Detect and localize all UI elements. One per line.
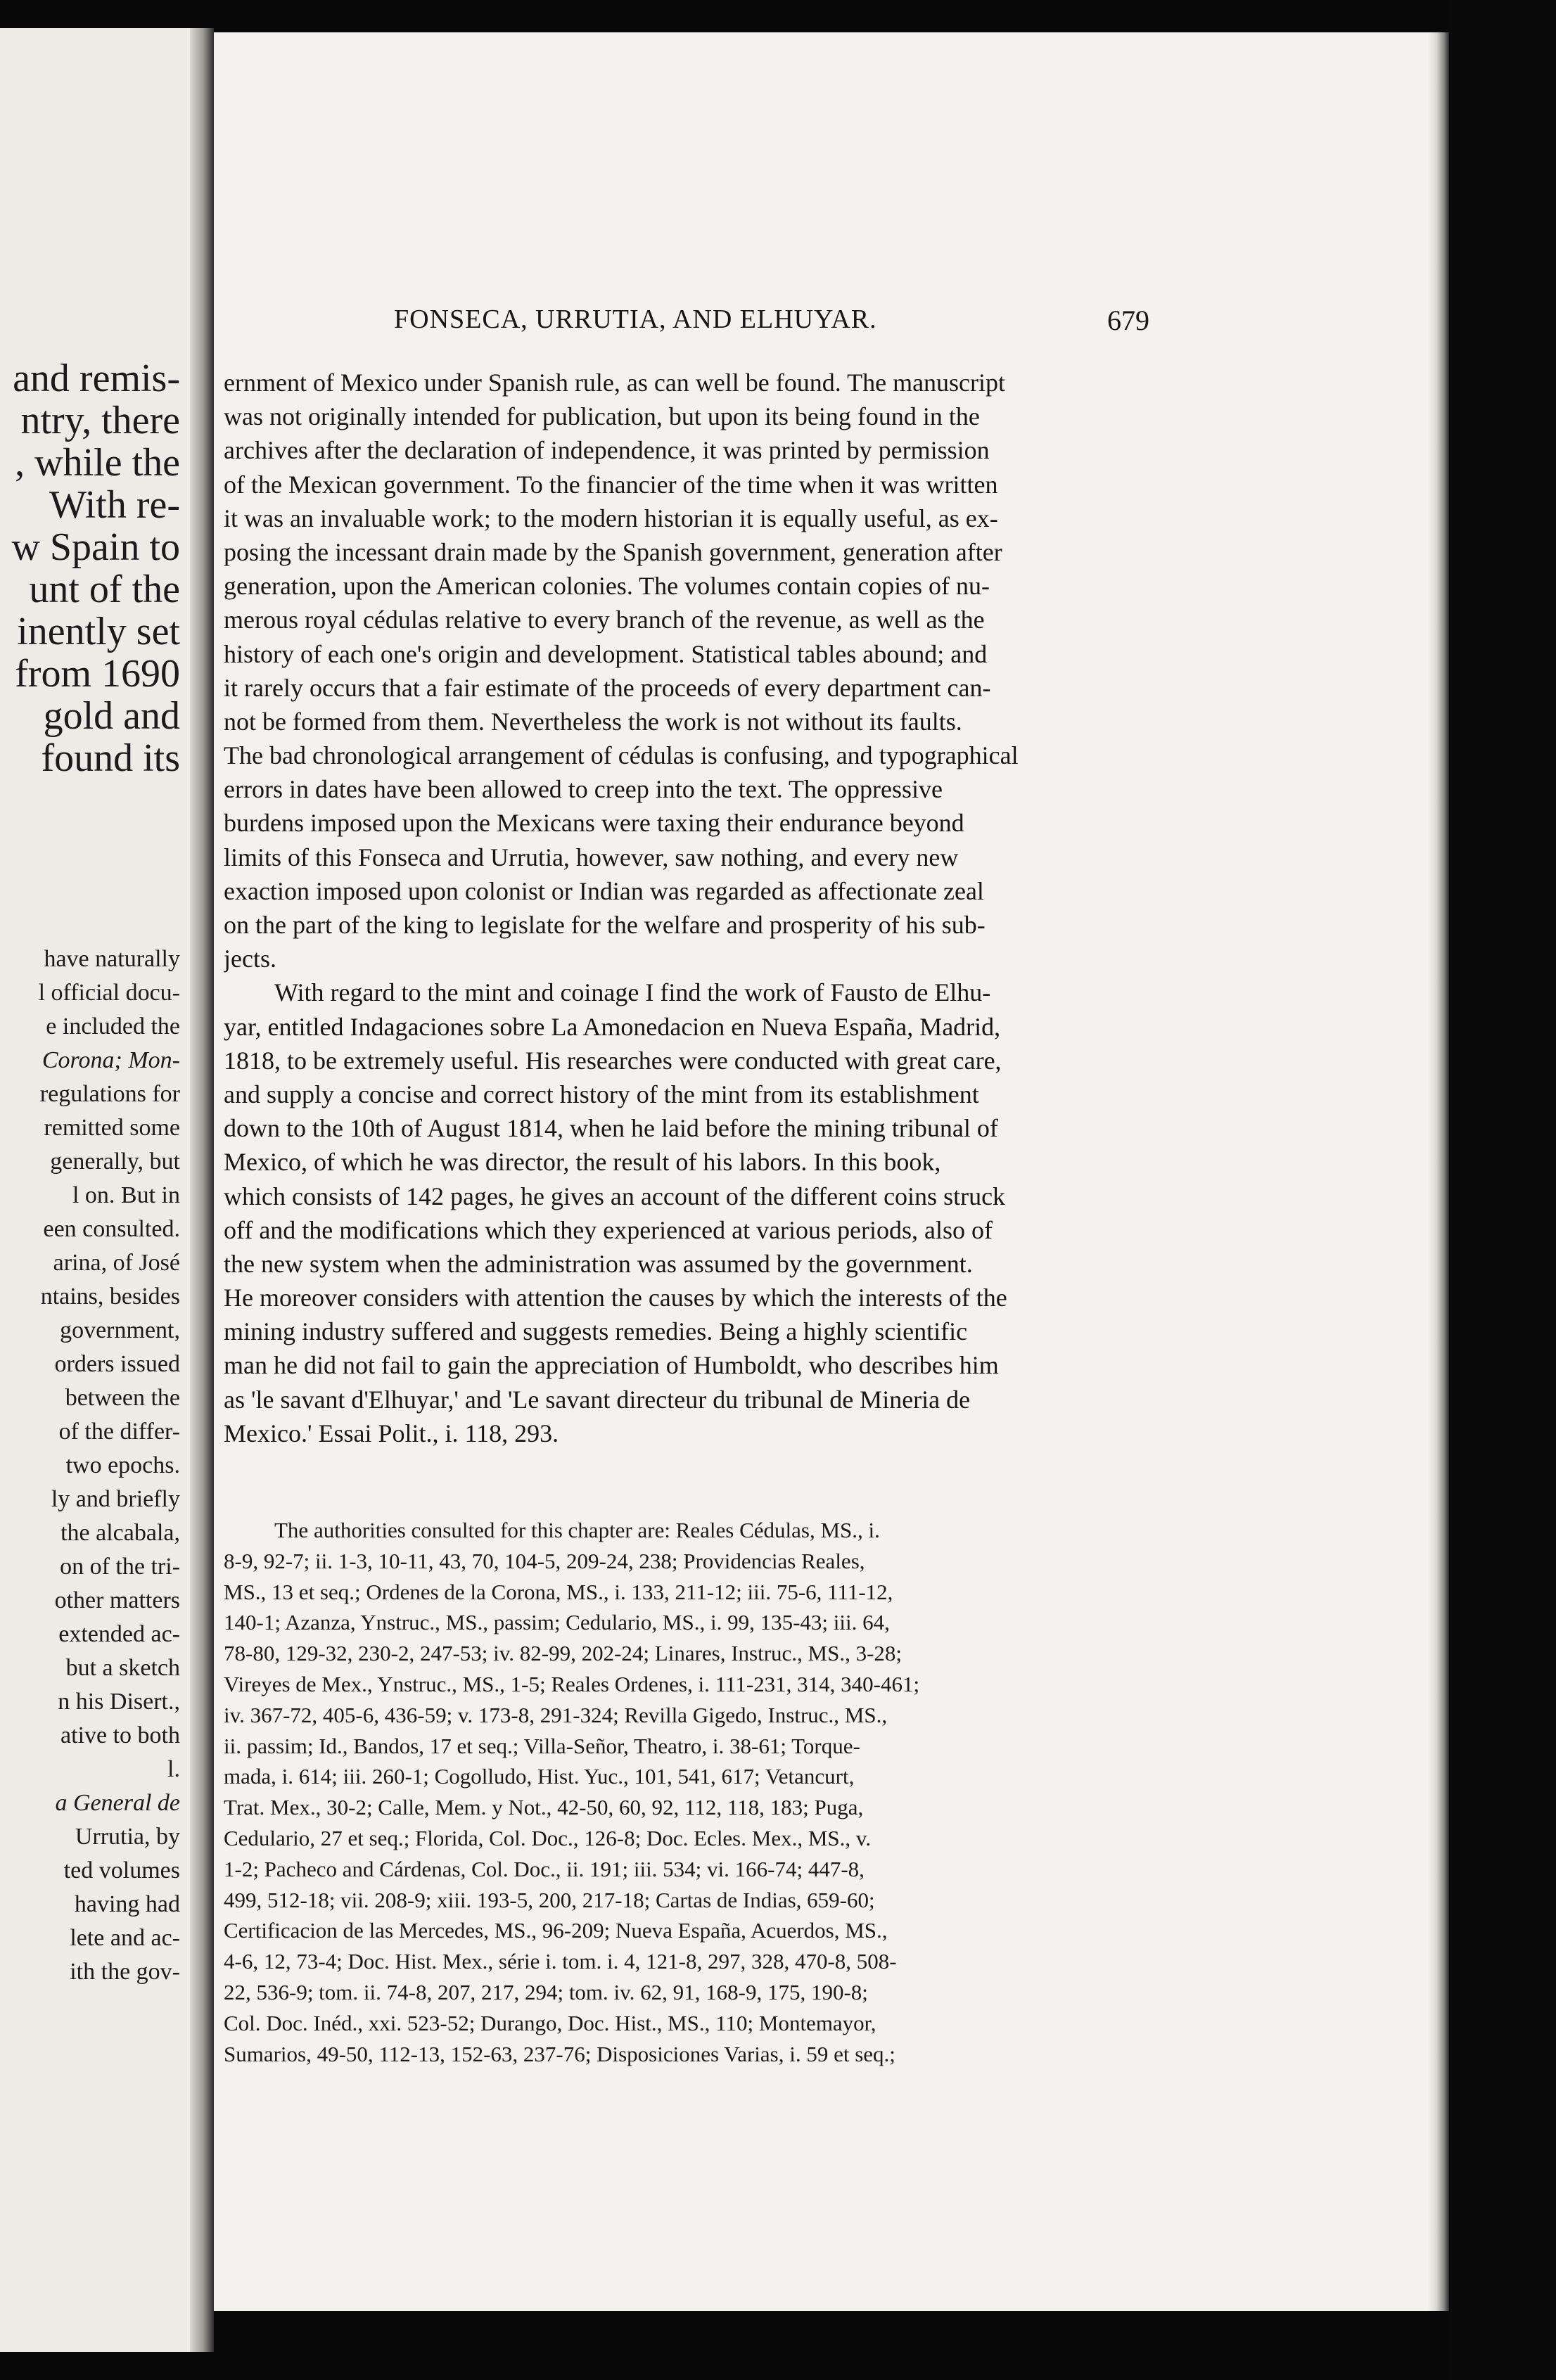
facing-page-line: arina, of José xyxy=(53,1250,180,1276)
text-line: exaction imposed upon colonist or Indian was regarded as affectionate zeal xyxy=(224,876,984,905)
text-line: and supply a concise and correct history of the mint from its establishment xyxy=(224,1080,979,1108)
text-line: posing the incessant drain made by the Spanish government, generation after xyxy=(224,537,1002,566)
facing-page-line: gold and xyxy=(43,694,180,738)
footnote-line: 8-9, 92-7; ii. 1-3, 10-11, 43, 70, 104-5, 209-24, 238; Providencias Reales, xyxy=(224,1548,865,1573)
facing-page-line: lete and ac- xyxy=(70,1925,180,1951)
text-line: errors in dates have been allowed to creep into the text. The oppressive xyxy=(224,775,943,804)
facing-page-line: Urrutia, by xyxy=(75,1824,180,1850)
text-line: 1818, to be extremely useful. His researches were conducted with great care, xyxy=(224,1046,1002,1075)
facing-page-line: from 1690 xyxy=(15,652,180,696)
text-line: Mexico, of which he was director, the result of his labors. In this book, xyxy=(224,1148,941,1177)
facing-page-line: remitted some xyxy=(44,1115,180,1141)
facing-page-line: With re- xyxy=(49,483,180,527)
text-line: not be formed from them. Nevertheless the work is not without its faults. xyxy=(224,707,962,736)
facing-page-line: regulations for xyxy=(39,1081,180,1107)
text-line: With regard to the mint and coinage I find the work of Fausto de Elhu- xyxy=(274,978,991,1007)
text-line: Mexico.' Essai Polit., i. 118, 293. xyxy=(224,1419,559,1447)
facing-page-line: n his Disert., xyxy=(58,1689,180,1715)
text-line: down to the 10th of August 1814, when he laid before the mining tribunal of xyxy=(224,1114,998,1143)
text-line: on the part of the king to legislate for the welfare and prosperity of his sub- xyxy=(224,911,986,939)
footnote-line: iv. 367-72, 405-6, 436-59; v. 173-8, 291-324; Revilla Gigedo, Instruc., MS., xyxy=(224,1702,888,1727)
facing-page-fragment xyxy=(0,28,190,2352)
text-line: merous royal cédulas relative to every branch of the revenue, as well as the xyxy=(224,606,985,634)
facing-page-line: , while the xyxy=(15,441,180,485)
facing-page-line: the alcabala, xyxy=(60,1520,180,1546)
text-line: which consists of 142 pages, he gives an account of the different coins struck xyxy=(224,1182,1006,1210)
facing-page-line: government, xyxy=(60,1317,180,1343)
footnote-line: ii. passim; Id., Bandos, 17 et seq.; Villa-Señor, Theatro, i. 38-61; Torque- xyxy=(224,1733,860,1758)
footnote-line: Certificacion de las Mercedes, MS., 96-209; Nueva España, Acuerdos, MS., xyxy=(224,1918,888,1943)
facing-page-line: other matters xyxy=(54,1587,180,1613)
facing-page-line: ted volumes xyxy=(63,1857,180,1883)
text-line: as 'le savant d'Elhuyar,' and 'Le savant directeur du tribunal de Mineria de xyxy=(224,1385,971,1414)
facing-page-line: ith the gov- xyxy=(70,1959,180,1985)
facing-page-line: extended ac- xyxy=(58,1621,180,1647)
facing-page-line: unt of the xyxy=(29,568,180,611)
text-line: limits of this Fonseca and Urrutia, however, saw nothing, and every new xyxy=(224,843,959,871)
facing-page-line: having had xyxy=(74,1891,180,1917)
page-number: 679 xyxy=(1107,305,1149,336)
text-line: ernment of Mexico under Spanish rule, as can well be found. The manuscript xyxy=(224,369,1006,397)
footnote-line: 499, 512-18; vii. 208-9; xiii. 193-5, 200, 217-18; Cartas de Indias, 659-60; xyxy=(224,1887,875,1912)
text-line: yar, entitled Indagaciones sobre La Amonedacion en Nueva España, Madrid, xyxy=(224,1012,1001,1041)
text-line: generation, upon the American colonies. The volumes contain copies of nu- xyxy=(224,572,990,601)
facing-page-line: between the xyxy=(65,1385,180,1411)
facing-page-line: een consulted. xyxy=(43,1216,180,1242)
facing-page-line: and remis- xyxy=(13,357,180,400)
text-line: He moreover considers with attention the causes by which the interests of the xyxy=(224,1284,1007,1312)
facing-page-line: on of the tri- xyxy=(60,1554,180,1580)
facing-page-line: ative to both xyxy=(60,1722,180,1748)
footnote-line: mada, i. 614; iii. 260-1; Cogolludo, Hist. Yuc., 101, 541, 617; Vetancurt, xyxy=(224,1764,855,1789)
facing-page-line: ly and briefly xyxy=(51,1486,180,1512)
footnote-line: 140-1; Azanza, Ynstruc., MS., passim; Cedulario, MS., i. 99, 135-43; iii. 64, xyxy=(224,1610,890,1635)
facing-page-line: generally, but xyxy=(50,1149,180,1175)
footnote-line: Col. Doc. Inéd., xxi. 523-52; Durango, Doc. Hist., MS., 110; Montemayor, xyxy=(224,2010,876,2035)
footnote-line: Trat. Mex., 30-2; Calle, Mem. y Not., 42-50, 60, 92, 112, 118, 183; Puga, xyxy=(224,1795,864,1820)
text-line: off and the modifications which they experienced at various periods, also of xyxy=(224,1215,993,1244)
facing-page-line: Corona; Mon- xyxy=(42,1047,180,1073)
text-line: archives after the declaration of independence, it was printed by permission xyxy=(224,436,990,465)
scan-background xyxy=(1449,0,1556,2380)
facing-page-line: two epochs. xyxy=(65,1452,180,1478)
facing-page-line: l official docu- xyxy=(38,980,180,1006)
facing-page-line: a General de xyxy=(55,1790,180,1816)
footnote-line: 22, 536-9; tom. ii. 74-8, 207, 217, 294; tom. iv. 62, 91, 168-9, 175, 190-8; xyxy=(224,1979,868,2004)
facing-page-line: found its xyxy=(41,736,180,780)
text-line: of the Mexican government. To the financier of the time when it was written xyxy=(224,470,998,499)
footnote-line: 1-2; Pacheco and Cárdenas, Col. Doc., ii. 191; iii. 534; vi. 166-74; 447-8, xyxy=(224,1856,865,1881)
facing-page-line: have naturally xyxy=(44,946,180,972)
facing-page-line: l on. But in xyxy=(72,1182,180,1208)
footnote-line: 78-80, 129-32, 230-2, 247-53; iv. 82-99, 202-24; Linares, Instruc., MS., 3-28; xyxy=(224,1641,903,1666)
text-line: it rarely occurs that a fair estimate of the proceeds of every department can- xyxy=(224,673,991,702)
text-line: was not originally intended for publication, but upon its being found in the xyxy=(224,402,980,431)
page-edge-shadow xyxy=(1428,32,1449,2311)
footnote-authorities xyxy=(224,1515,1158,2069)
facing-page-line: but a sketch xyxy=(65,1655,180,1681)
facing-page-line: ntains, besides xyxy=(40,1284,180,1310)
text-line: The bad chronological arrangement of cédulas is confusing, and typographical xyxy=(224,741,1019,770)
footnote-line: Sumarios, 49-50, 112-13, 152-63, 237-76; Disposiciones Varias, i. 59 et seq.; xyxy=(224,2041,895,2066)
facing-page-line: l. xyxy=(167,1756,180,1782)
facing-page-line: w Spain to xyxy=(11,525,180,569)
running-header: FONSECA, URRUTIA, AND ELHUYAR. xyxy=(394,305,877,334)
facing-page-line: of the differ- xyxy=(58,1419,180,1445)
facing-page-line: e included the xyxy=(46,1013,180,1039)
text-line: history of each one's origin and development. Statistical tables abound; and xyxy=(224,639,988,668)
footnote-line: Cedulario, 27 et seq.; Florida, Col. Doc., 126-8; Doc. Ecles. Mex., MS., v. xyxy=(224,1825,872,1850)
text-line: burdens imposed upon the Mexicans were taxing their endurance beyond xyxy=(224,809,964,838)
facing-page-line: ntry, there xyxy=(20,399,180,442)
text-line: jects. xyxy=(224,945,276,973)
footnote-line: Vireyes de Mex., Ynstruc., MS., 1-5; Reales Ordenes, i. 111-231, 314, 340-461; xyxy=(224,1671,920,1696)
text-line: the new system when the administration was assumed by the government. xyxy=(224,1249,973,1278)
facing-page-line: orders issued xyxy=(54,1351,180,1377)
footnote-line: MS., 13 et seq.; Ordenes de la Corona, MS., i. 133, 211-12; iii. 75-6, 111-12, xyxy=(224,1579,893,1604)
text-line: man he did not fail to gain the appreciation of Humboldt, who describes him xyxy=(224,1351,999,1380)
book-gutter xyxy=(190,28,214,2352)
text-line: it was an invaluable work; to the modern historian it is equally useful, as ex- xyxy=(224,504,998,532)
text-line: mining industry suffered and suggests remedies. Being a highly scientific xyxy=(224,1317,968,1346)
facing-page-line: inently set xyxy=(17,610,180,653)
footnote-line: 4-6, 12, 73-4; Doc. Hist. Mex., série i. tom. i. 4, 121-8, 297, 328, 470-8, 508- xyxy=(224,1949,897,1974)
main-text xyxy=(224,366,1158,1450)
footnote-line: The authorities consulted for this chapter are: Reales Cédulas, MS., i. xyxy=(274,1518,880,1542)
